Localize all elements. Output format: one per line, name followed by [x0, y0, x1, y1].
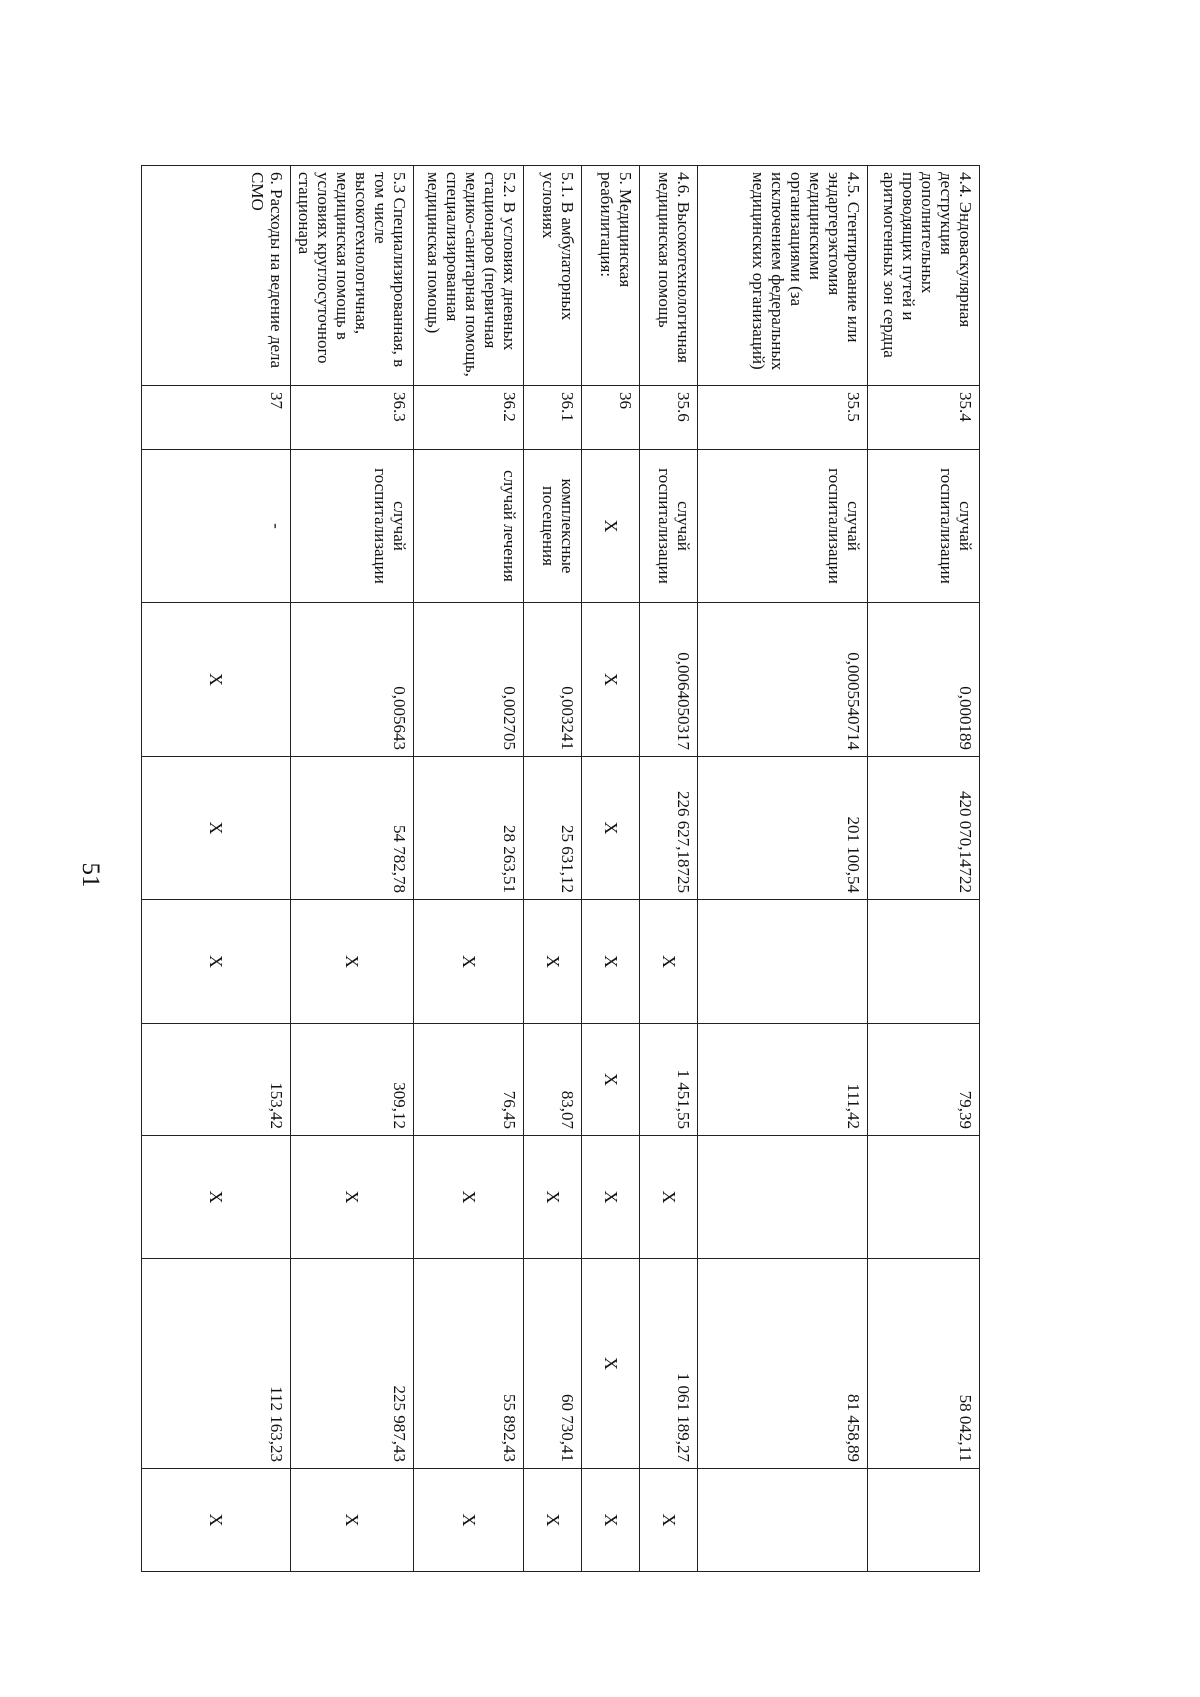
row-name-cell: 5.2. В условиях дневных стационаров (первичная медико-санитарная помощь, специализированная медицинская помощь): [414, 166, 524, 386]
row-code-cell: 36: [582, 386, 640, 450]
row-cost-cell: X: [142, 757, 291, 900]
row-code-cell: 35.5: [698, 386, 868, 450]
row-col8-cell: X: [142, 1136, 291, 1259]
row-norm-cell: 0,0005540714: [698, 603, 868, 757]
row-col9-cell: 58 042,11: [868, 1259, 980, 1469]
row-norm-cell: 0,0064050317: [640, 603, 698, 757]
row-col10-cell: [868, 1469, 980, 1572]
table-row: [582, 166, 640, 1572]
row-col8-cell: X: [524, 1136, 582, 1259]
row-col10-cell: X: [414, 1469, 524, 1572]
row-unit-cell: комплексные посещения: [524, 450, 582, 603]
row-col9-cell: 112 163,23: [142, 1259, 291, 1469]
row-col6-cell: X: [142, 900, 291, 1024]
row-col9-cell: X: [582, 1259, 640, 1469]
row-col8-cell: [698, 1136, 868, 1259]
row-col6-cell: X: [524, 900, 582, 1024]
row-col8-cell: X: [582, 1136, 640, 1259]
row-norm-cell: 0,005643: [290, 603, 413, 757]
row-norm-cell: X: [142, 603, 291, 757]
row-cost-cell: 226 627,18725: [640, 757, 698, 900]
table-row: [142, 166, 291, 1572]
row-col6-cell: [868, 900, 980, 1024]
row-cost-cell: 28 263,51: [414, 757, 524, 900]
table-row: [524, 166, 582, 1572]
row-col10-cell: X: [582, 1469, 640, 1572]
row-name-cell: 4.6. Высокотехнологичная медицинская помощь: [640, 166, 698, 386]
row-col8-cell: [868, 1136, 980, 1259]
row-col9-cell: 60 730,41: [524, 1259, 582, 1469]
table-row: [868, 166, 980, 1572]
row-name-cell: 4.5. Стентирование или эндартерэктомия медицинскими организациями (за исключением федеральных медицинских организаций): [698, 166, 868, 386]
row-code-cell: 36.1: [524, 386, 582, 450]
row-code-cell: 36.3: [290, 386, 413, 450]
row-col10-cell: X: [290, 1469, 413, 1572]
row-unit-cell: случай госпитализации: [698, 450, 868, 603]
row-col7-cell: 79,39: [868, 1024, 980, 1136]
row-col6-cell: X: [290, 900, 413, 1024]
row-col7-cell: X: [582, 1024, 640, 1136]
row-cost-cell: X: [582, 757, 640, 900]
row-col10-cell: X: [640, 1469, 698, 1572]
row-col6-cell: X: [582, 900, 640, 1024]
page-number: 51: [77, 862, 104, 888]
row-norm-cell: X: [582, 603, 640, 757]
row-col10-cell: [698, 1469, 868, 1572]
row-code-cell: 36.2: [414, 386, 524, 450]
row-unit-cell: X: [582, 450, 640, 603]
row-col9-cell: 1 061 189,27: [640, 1259, 698, 1469]
row-unit-cell: -: [142, 450, 291, 603]
row-col8-cell: X: [640, 1136, 698, 1259]
row-unit-cell: случай лечения: [414, 450, 524, 603]
row-col6-cell: [698, 900, 868, 1024]
row-name-cell: 5. Медицинская реабилитация:: [582, 166, 640, 386]
row-col7-cell: 76,45: [414, 1024, 524, 1136]
row-col7-cell: 111,42: [698, 1024, 868, 1136]
row-col7-cell: 153,42: [142, 1024, 291, 1136]
row-norm-cell: 0,003241: [524, 603, 582, 757]
row-col9-cell: 225 987,43: [290, 1259, 413, 1469]
row-name-cell: 5.1. В амбулаторных условиях: [524, 166, 582, 386]
row-col8-cell: X: [414, 1136, 524, 1259]
table-container: [141, 165, 980, 1571]
row-col9-cell: 81 458,89: [698, 1259, 868, 1469]
row-name-cell: 6. Расходы на ведение дела СМО: [142, 166, 291, 386]
funding-norms-table: [141, 165, 980, 1572]
table-row: [290, 166, 413, 1572]
row-cost-cell: 420 070,14722: [868, 757, 980, 900]
row-name-cell: 4.4. Эндоваскулярная деструкция дополнительных проводящих путей и аритмогенных зон сердца: [868, 166, 980, 386]
row-code-cell: 35.6: [640, 386, 698, 450]
row-unit-cell: случай госпитализации: [640, 450, 698, 603]
row-code-cell: 37: [142, 386, 291, 450]
row-cost-cell: 201 100,54: [698, 757, 868, 900]
row-col9-cell: 55 892,43: [414, 1259, 524, 1469]
row-unit-cell: случай госпитализации: [868, 450, 980, 603]
table-row: [640, 166, 698, 1572]
row-col7-cell: 83,07: [524, 1024, 582, 1136]
row-name-cell: 5.3 Специализированная, в том числе высокотехнологичная, медицинская помощь в условиях круглосуточного стационара: [290, 166, 413, 386]
row-cost-cell: 54 782,78: [290, 757, 413, 900]
row-col6-cell: X: [414, 900, 524, 1024]
row-col7-cell: 309,12: [290, 1024, 413, 1136]
row-code-cell: 35.4: [868, 386, 980, 450]
rotated-table-frame: [141, 165, 980, 1571]
row-cost-cell: 25 631,12: [524, 757, 582, 900]
row-col6-cell: X: [640, 900, 698, 1024]
row-unit-cell: случай госпитализации: [290, 450, 413, 603]
table-row: [698, 166, 868, 1572]
row-norm-cell: 0,002705: [414, 603, 524, 757]
row-col10-cell: X: [142, 1469, 291, 1572]
table-row: [414, 166, 524, 1572]
row-col8-cell: X: [290, 1136, 413, 1259]
row-col7-cell: 1 451,55: [640, 1024, 698, 1136]
row-norm-cell: 0,000189: [868, 603, 980, 757]
row-col10-cell: X: [524, 1469, 582, 1572]
